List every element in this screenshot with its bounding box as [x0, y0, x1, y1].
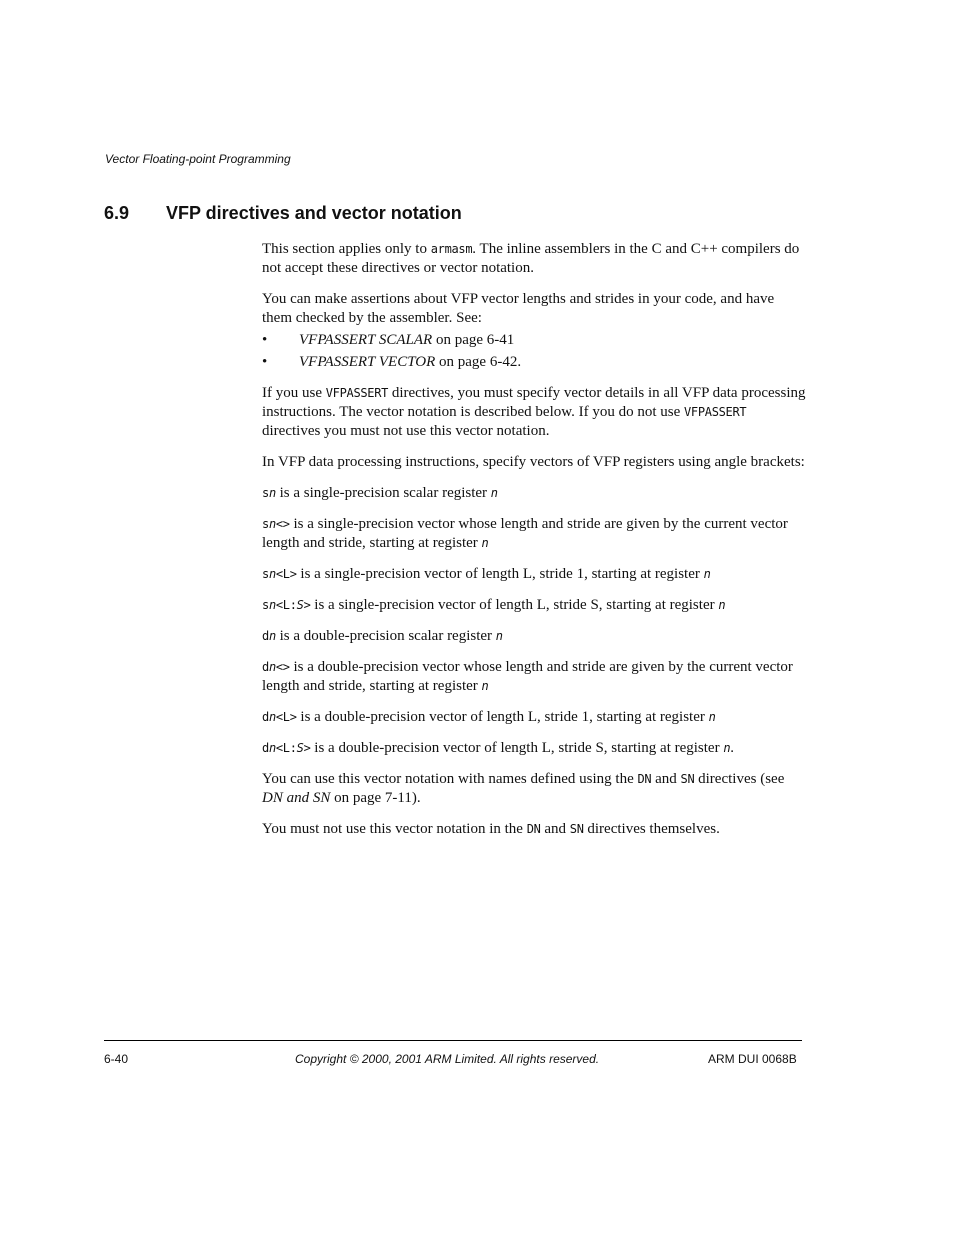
dn-sn-restriction-paragraph	[262, 820, 807, 839]
text-run: You can use this vector notation with names defined using the	[262, 771, 638, 787]
notation-definition	[262, 596, 807, 615]
copyright-notice: Copyright © 2000, 2001 ARM Limited. All rights reserved.	[295, 1052, 600, 1066]
vfpassert-paragraph	[262, 384, 807, 441]
running-header: Vector Floating-point Programming	[105, 152, 291, 166]
text-run: directives (see	[694, 771, 785, 787]
text-run: .	[730, 740, 735, 756]
notation-definition	[262, 739, 807, 758]
code-vfpassert: VFPASSERT	[325, 386, 389, 400]
list-item	[262, 353, 807, 372]
definition-text: is a single-precision vector of length L, stride 1, starting at register	[296, 566, 704, 582]
code-prefix: s	[262, 486, 269, 500]
definition-text: is a double-precision vector of length L, stride S, starting at register	[310, 740, 724, 756]
notation-definition	[262, 627, 807, 646]
definition-text: is a single-precision vector whose length and stride are given by the current vector length and stride, starting at register	[262, 516, 788, 551]
code-var: n	[490, 486, 498, 500]
code-prefix: d	[262, 741, 269, 755]
see-also-list	[262, 331, 807, 372]
code-var: S	[296, 598, 304, 612]
definition-text: is a double-precision vector of length L, stride 1, starting at register	[296, 709, 709, 725]
text-run: directives, you must specify vector details in all VFP data processing instructions. The vector notation is described below. If you do not use	[262, 385, 806, 420]
code-var: n	[495, 629, 503, 643]
definition-text: is a double-precision scalar register	[275, 628, 496, 644]
definition-text: is a single-precision scalar register	[275, 485, 491, 501]
xref-link[interactable]: DN and SN	[262, 790, 331, 806]
code-var: n	[268, 741, 276, 755]
code-suffix: <L>	[275, 710, 297, 724]
definition-text: is a single-precision vector of length L, stride S, starting at register	[310, 597, 719, 613]
text-run: directives themselves.	[583, 821, 720, 837]
footer-rule	[104, 1040, 802, 1041]
code-suffix: <>	[275, 660, 290, 674]
code-dn: DN	[637, 772, 652, 786]
code-var: S	[296, 741, 304, 755]
page-ref: on page 6-42.	[435, 354, 522, 370]
text-run: This section applies only to	[262, 241, 431, 257]
code-vfpassert: VFPASSERT	[684, 405, 747, 419]
definition-text: is a double-precision vector whose length and stride are given by the current vector length and stride, starting at register	[262, 659, 793, 694]
code-prefix: d	[262, 660, 269, 674]
text-run: You must not use this vector notation in the	[262, 821, 527, 837]
code-prefix: s	[262, 598, 269, 612]
code-suffix: >	[303, 741, 311, 755]
code-suffix: <L:	[275, 741, 297, 755]
assertions-paragraph: You can make assertions about VFP vector lengths and strides in your code, and have them checked by the assembler. See:	[262, 291, 775, 326]
code-var: n	[268, 517, 276, 531]
page-ref: on page 6-41	[432, 332, 515, 348]
notation-definition	[262, 484, 807, 503]
code-prefix: d	[262, 710, 269, 724]
code-suffix: <L>	[275, 567, 297, 581]
code-var: n	[268, 660, 276, 674]
code-suffix: <>	[275, 517, 290, 531]
angle-brackets-paragraph: In VFP data processing instructions, specify vectors of VFP registers using angle brackets:	[262, 454, 805, 470]
dn-sn-usage-paragraph	[262, 770, 807, 808]
code-prefix: s	[262, 517, 269, 531]
text-run: and	[651, 771, 681, 787]
code-var: n	[723, 741, 731, 755]
code-prefix: s	[262, 567, 269, 581]
notation-definition	[262, 515, 807, 553]
code-var: n	[718, 598, 726, 612]
notation-definition	[262, 658, 807, 696]
code-var: n	[703, 567, 711, 581]
code-var: n	[481, 679, 489, 693]
section-heading	[104, 203, 462, 224]
xref-link[interactable]: VFPASSERT VECTOR	[299, 354, 436, 370]
code-suffix: >	[303, 598, 311, 612]
code-sn: SN	[569, 822, 584, 836]
text-run: on page 7-11).	[330, 790, 421, 806]
document-id: ARM DUI 0068B	[708, 1052, 797, 1066]
page-number: 6-40	[104, 1052, 129, 1066]
code-suffix: <L:	[275, 598, 297, 612]
code-var: n	[268, 486, 276, 500]
code-prefix: d	[262, 629, 269, 643]
section-number: 6.9	[104, 203, 130, 223]
section-body	[262, 240, 807, 851]
section-title: VFP directives and vector notation	[166, 203, 462, 223]
text-run: . The inline assemblers in the C and C++ compilers do not accept these directives or vector notation.	[262, 241, 800, 276]
list-item	[262, 331, 807, 350]
notation-definition	[262, 565, 807, 584]
xref-link[interactable]: VFPASSERT SCALAR	[299, 332, 433, 348]
code-var: n	[708, 710, 716, 724]
text-run: If you use	[262, 385, 326, 401]
code-var: n	[268, 567, 276, 581]
text-run: directives you must not use this vector notation.	[262, 423, 550, 439]
code-var: n	[268, 598, 276, 612]
code-sn: SN	[680, 772, 695, 786]
code-armasm: armasm	[430, 242, 473, 256]
code-var: n	[268, 629, 276, 643]
code-var: n	[268, 710, 276, 724]
code-dn: DN	[526, 822, 541, 836]
intro-paragraph	[262, 240, 807, 278]
text-run: and	[540, 821, 570, 837]
notation-definition	[262, 708, 807, 727]
code-var: n	[481, 536, 489, 550]
